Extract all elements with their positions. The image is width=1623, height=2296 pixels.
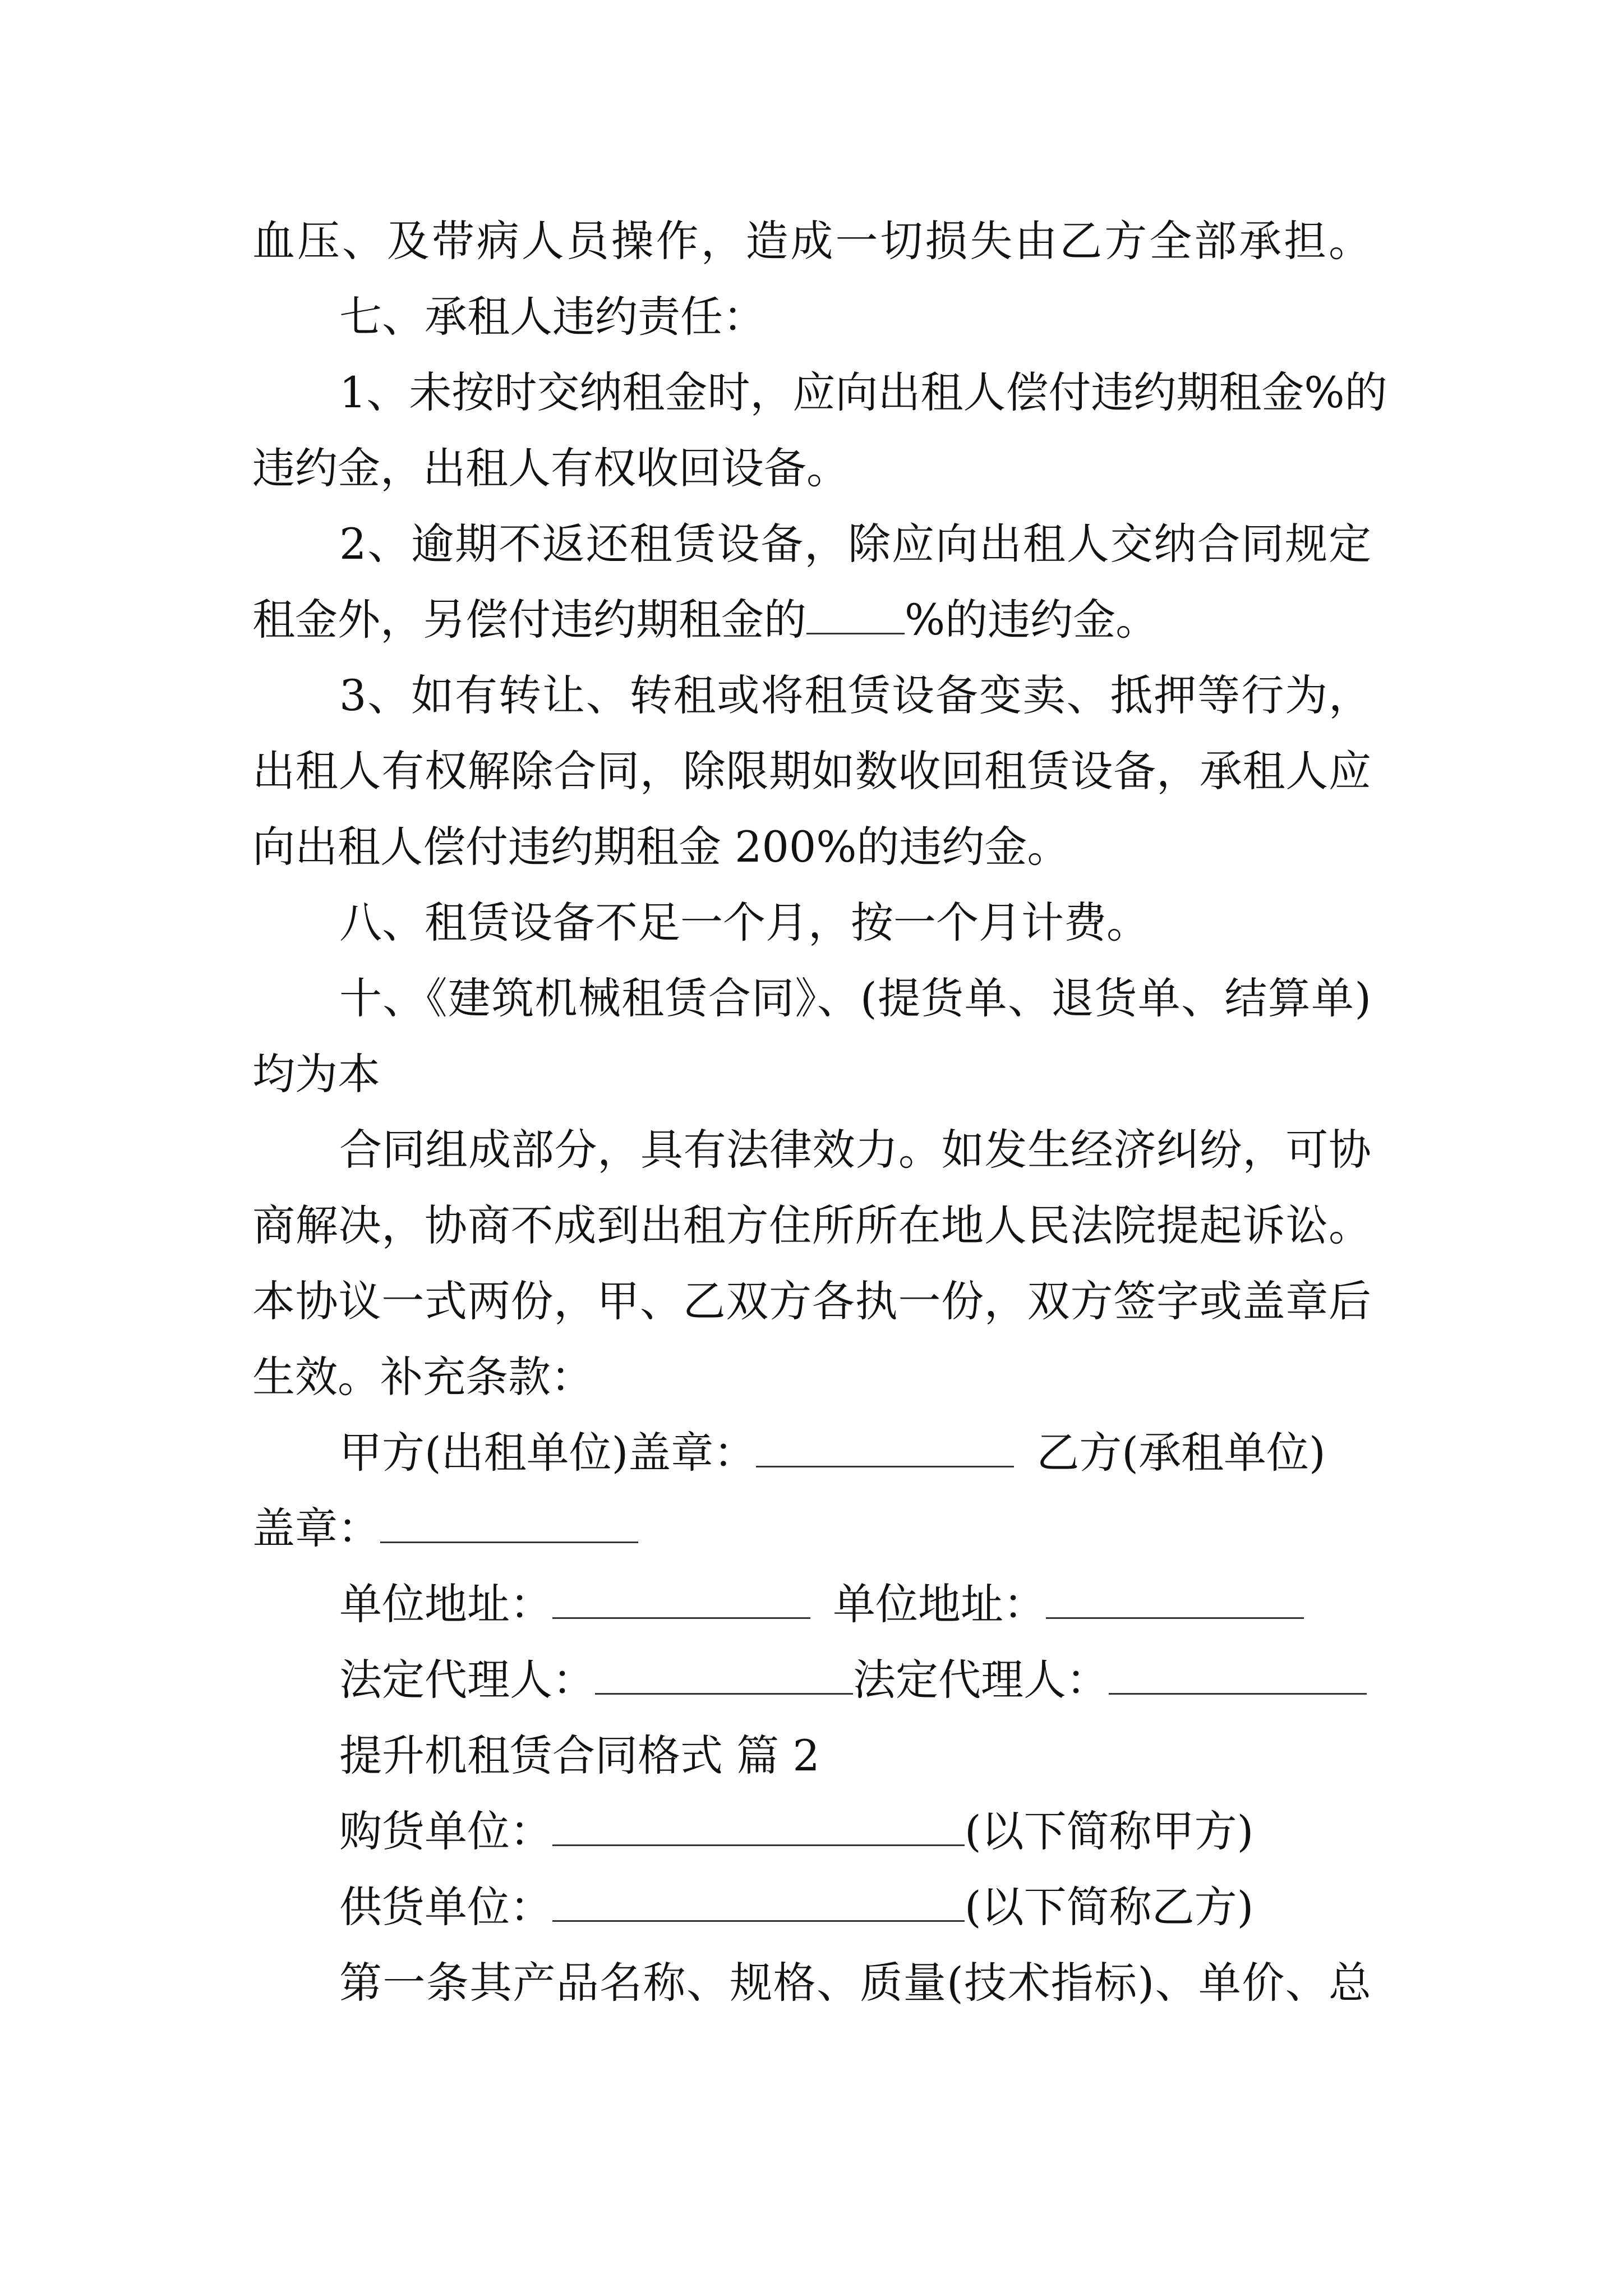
text-line: 向出租人偿付违约期租金 200%的违约金。 xyxy=(252,822,1070,872)
text-line xyxy=(252,592,1158,648)
party-b-representative-label: 法定代理人： xyxy=(853,1655,1109,1705)
representative-line xyxy=(339,1652,1367,1708)
seal-label: 盖章： xyxy=(252,1503,380,1553)
party-a-representative-label: 法定代理人： xyxy=(339,1655,595,1705)
fill-blank xyxy=(1109,1654,1367,1695)
address-line xyxy=(339,1576,1304,1632)
text-line: 第一条其产品名称、规格、质量(技术指标)、单价、总 xyxy=(339,1958,1371,2008)
fill-blank xyxy=(595,1654,853,1695)
text-line: 3、如有转让、转租或将租赁设备变卖、抵押等行为， xyxy=(339,670,1371,720)
buyer-line xyxy=(339,1803,1253,1860)
party-a-address-label: 单位地址： xyxy=(339,1579,552,1629)
supplier-note: (以下简称乙方) xyxy=(965,1882,1254,1932)
fill-blank xyxy=(380,1502,638,1543)
text-line: 均为本 xyxy=(252,1049,380,1099)
signature-line xyxy=(339,1425,1326,1481)
fill-blank xyxy=(552,1881,965,1922)
text-line: 2、逾期不返还租赁设备，除应向出租人交纳合同规定 xyxy=(339,519,1371,569)
buyer-label: 购货单位： xyxy=(339,1806,552,1856)
fill-blank xyxy=(552,1805,965,1846)
party-b-address-label: 单位地址： xyxy=(833,1579,1046,1629)
section-heading: 八、租赁设备不足一个月，按一个月计费。 xyxy=(339,898,1149,947)
fill-blank xyxy=(756,1427,1014,1467)
text-line: 违约金，出租人有权收回设备。 xyxy=(252,443,849,493)
buyer-note: (以下简称甲方) xyxy=(965,1806,1254,1856)
section-heading: 十、《建筑机械租赁合同》、(提货单、退货单、结算单) xyxy=(339,973,1371,1023)
supplier-label: 供货单位： xyxy=(339,1882,552,1932)
fill-blank xyxy=(552,1578,810,1619)
signature-line xyxy=(252,1501,638,1557)
party-a-seal-label: 甲方(出租单位)盖章： xyxy=(339,1428,757,1478)
section-heading: 七、承租人违约责任： xyxy=(339,292,766,342)
text-segment: %的违约金。 xyxy=(905,595,1159,645)
fill-blank xyxy=(806,593,905,634)
fill-blank xyxy=(1046,1578,1304,1619)
section-title: 提升机租赁合同格式 篇 2 xyxy=(339,1731,820,1780)
text-line: 生效。补充条款： xyxy=(252,1352,593,1402)
supplier-line xyxy=(339,1879,1253,1935)
text-line: 1、未按时交纳租金时，应向出租人偿付违约期租金%的 xyxy=(339,367,1387,417)
text-line: 商解决，协商不成到出租方住所所在地人民法院提起诉讼。 xyxy=(252,1200,1371,1250)
text-line: 合同组成部分，具有法律效力。如发生经济纠纷，可协 xyxy=(339,1125,1371,1175)
text-line: 血压、及带病人员操作，造成一切损失由乙方全部承担。 xyxy=(252,216,1371,266)
text-line: 本协议一式两份，甲、乙双方各执一份，双方签字或盖章后 xyxy=(252,1276,1371,1326)
text-line: 出租人有权解除合同，除限期如数收回租赁设备，承租人应 xyxy=(252,746,1371,796)
party-b-seal-label: 乙方(承租单位) xyxy=(1036,1428,1326,1478)
text-segment: 租金外，另偿付违约期租金的 xyxy=(252,595,806,645)
